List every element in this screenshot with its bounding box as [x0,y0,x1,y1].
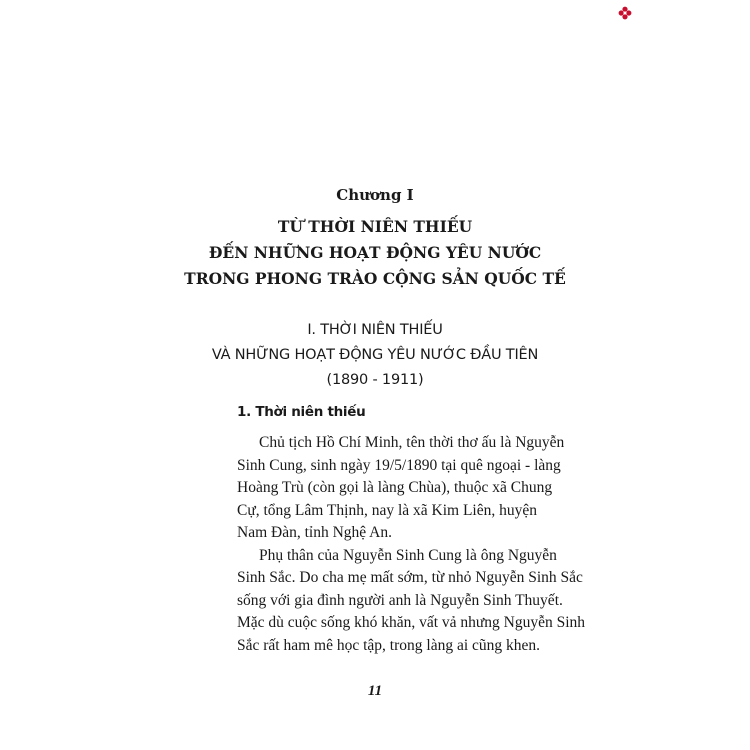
text-line: sống với gia đình người anh là Nguyễn Sinh Thuyết. [237,591,563,609]
body-text [237,432,586,657]
text-line: Nam Đàn, tỉnh Nghệ An. [237,524,392,541]
paragraph [237,545,586,658]
chapter-title-line: ĐẾN NHỮNG HOẠT ĐỘNG YÊU NƯỚC [208,243,542,262]
flower-icon [618,6,632,20]
text-line: Cự, tổng Lâm Thịnh, nay là xã Kim Liên, huyện [237,501,537,519]
subsection-title: 1. Thời niên thiếu [237,404,366,420]
page-number: 11 [367,683,383,699]
chapter-title-line: TỪ THỜI NIÊN THIẾU [277,217,473,236]
text-line: Hoàng Trù (còn gọi là làng Chùa), thuộc xã Chung [237,479,553,496]
text-line: Sinh Cung, sinh ngày 19/5/1890 tại quê ngoại - làng [237,456,561,474]
section-title-line: (1890 - 1911) [326,372,424,388]
section-title-line: I. THỜI NIÊN THIẾU [307,322,443,338]
section-title [0,318,750,393]
text-line: Sinh Sắc. Do cha mẹ mất sớm, từ nhỏ Nguyễn Sinh Sắc [237,569,583,586]
text-line: Mặc dù cuộc sống khó khăn, vất vả nhưng Nguyễn Sinh [237,614,586,631]
paragraph [237,432,565,545]
text-line: Phụ thân của Nguyễn Sinh Cung là ông Nguyễn [259,546,557,564]
section-title-line: VÀ NHỮNG HOẠT ĐỘNG YÊU NƯỚC ĐẦU TIÊN [211,347,539,363]
chapter-title [0,214,750,292]
chapter-label: Chương I [336,186,414,204]
text-line: Chủ tịch Hồ Chí Minh, tên thời thơ ấu là Nguyễn [259,434,565,451]
chapter-title-line: TRONG PHONG TRÀO CỘNG SẢN QUỐC TẾ [184,269,566,288]
text-line: Sắc rất ham mê học tập, trong làng ai cũng khen. [237,636,541,654]
